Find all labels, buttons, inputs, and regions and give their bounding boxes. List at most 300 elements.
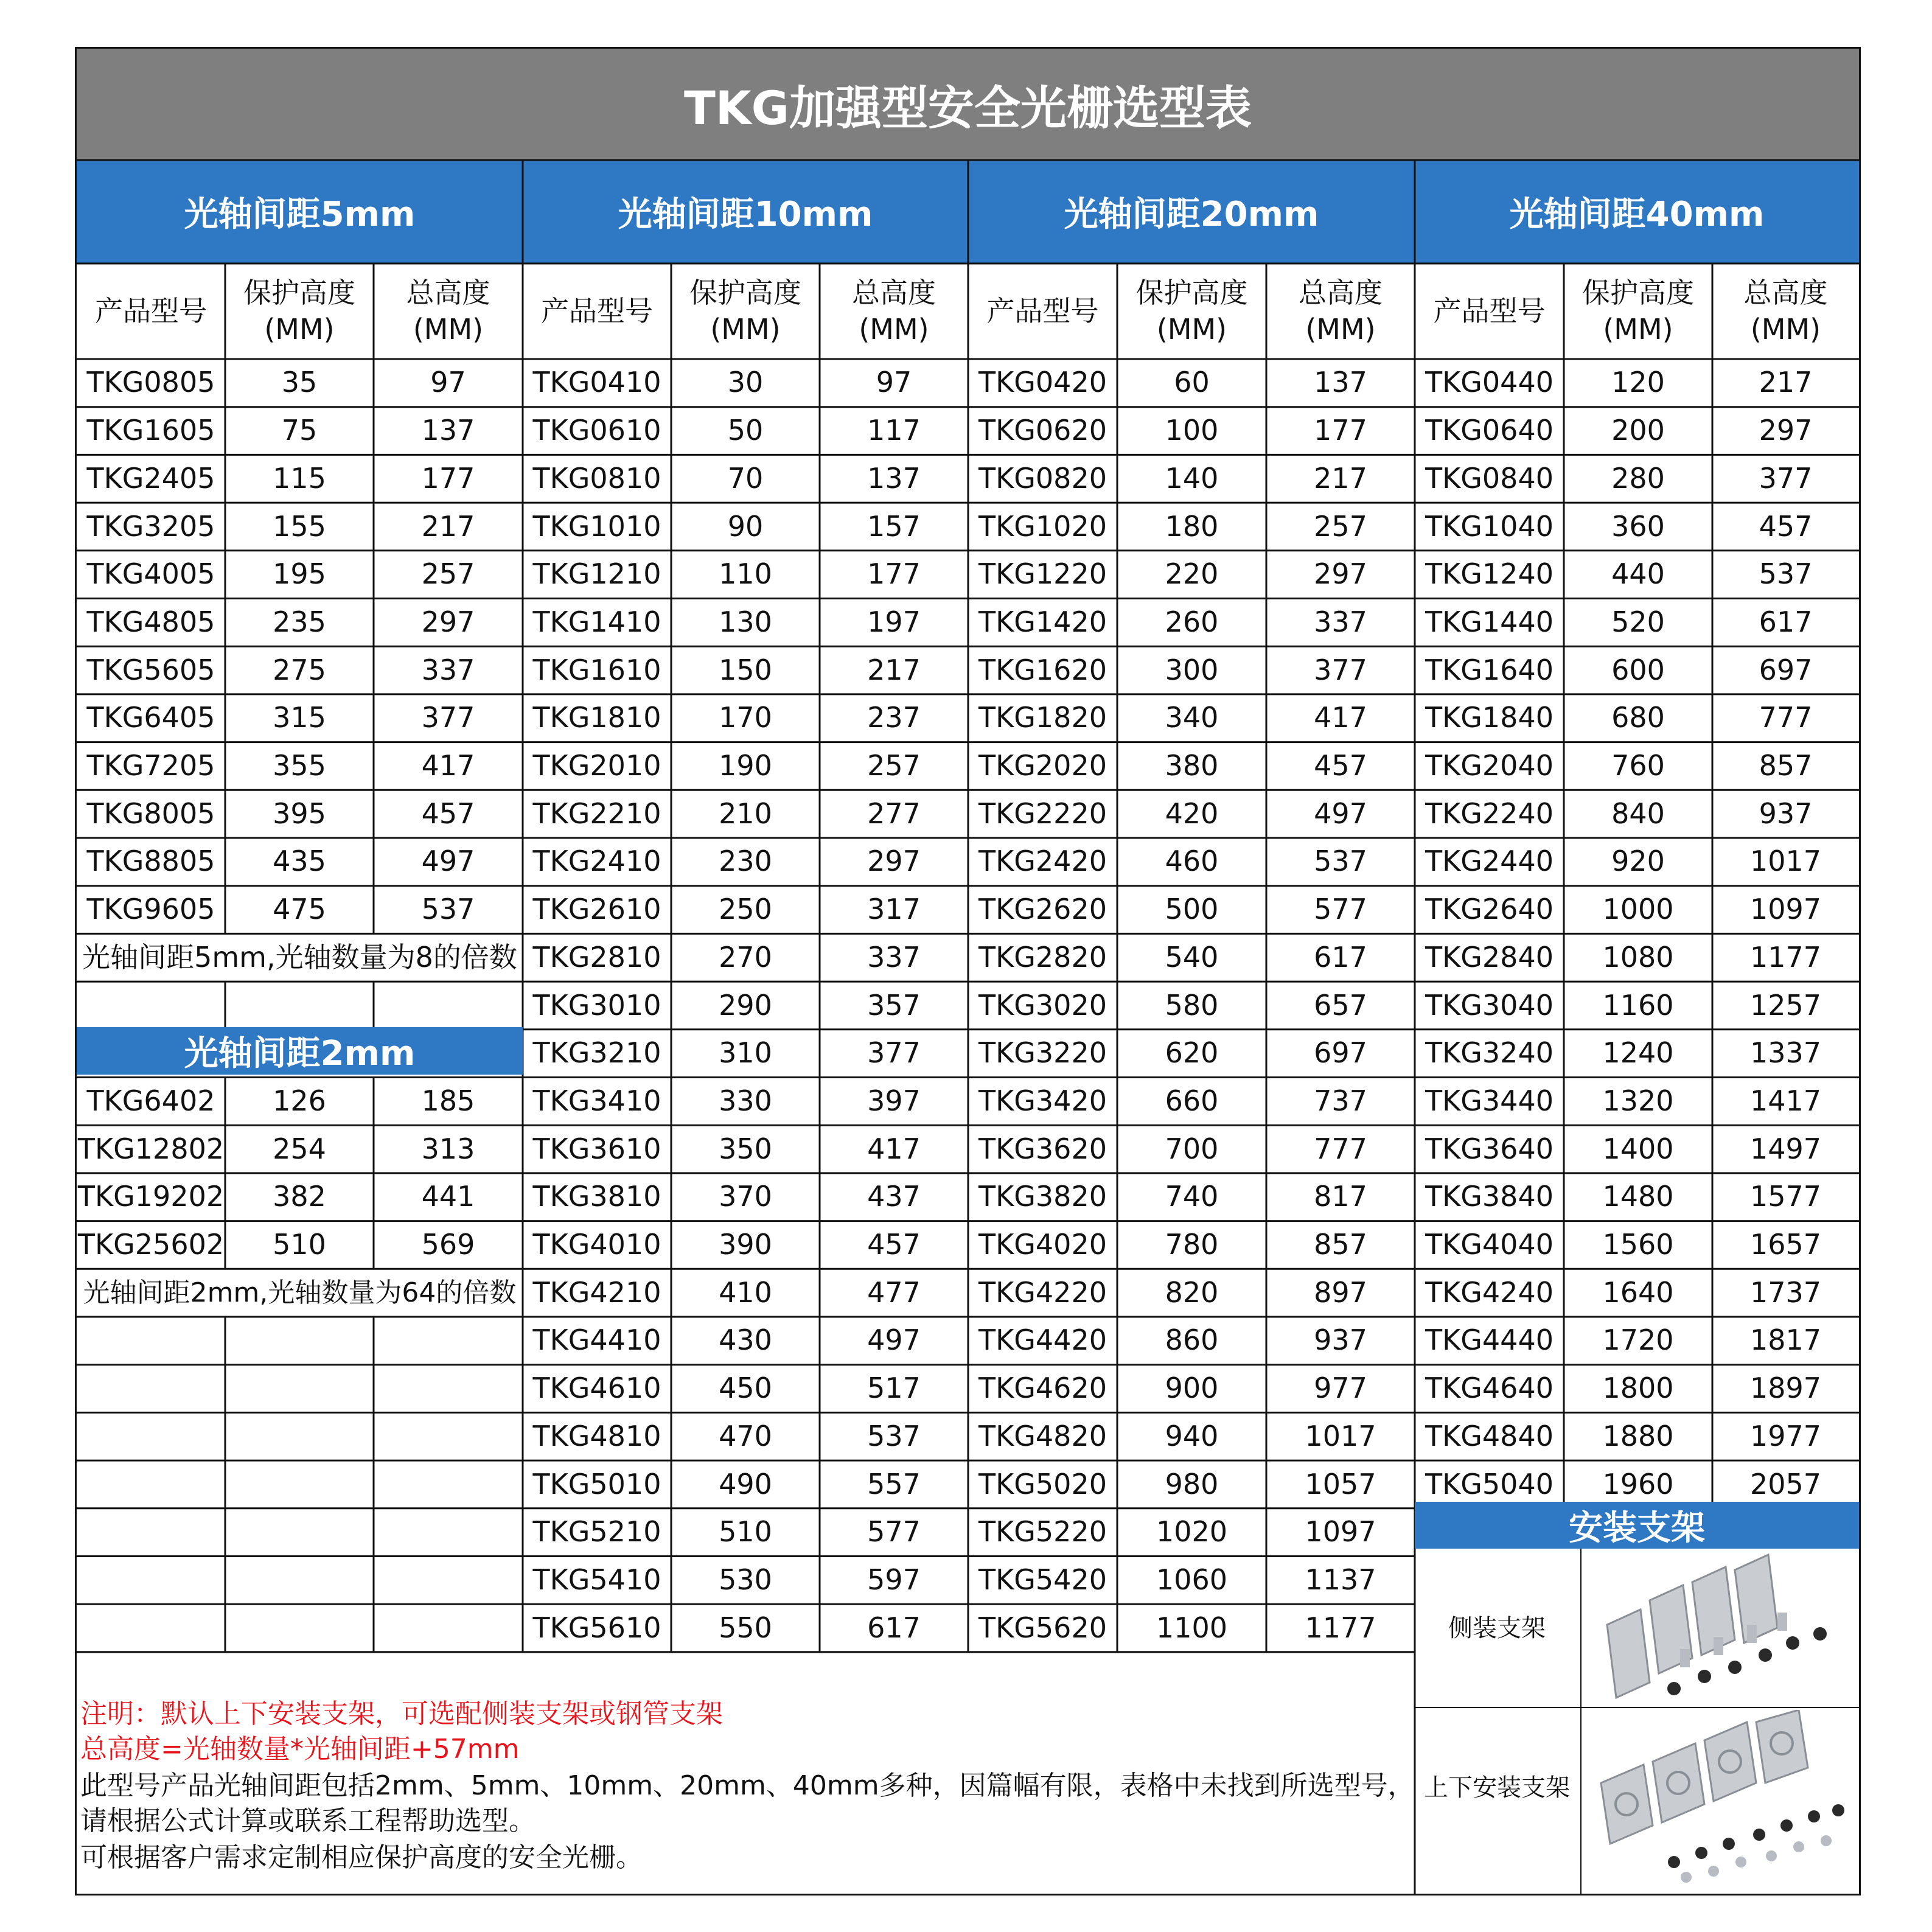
model-cell: TKG1610 <box>532 653 661 686</box>
total-height-cell: 1977 <box>1749 1419 1822 1452</box>
note-default-bracket: 注明：默认上下安装支架，可选配侧装支架或钢管支架 <box>80 1698 723 1729</box>
protect-height-cell: 510 <box>719 1515 772 1549</box>
total-height-cell: 937 <box>1314 1323 1367 1357</box>
model-cell: TKG5220 <box>978 1515 1107 1549</box>
protect-height-cell: 115 <box>273 461 326 495</box>
protect-height-cell: 355 <box>273 749 326 783</box>
model-cell: TKG3820 <box>978 1180 1107 1213</box>
total-height-cell: 377 <box>421 701 475 734</box>
total-height-cell: 177 <box>1314 414 1367 447</box>
model-cell: TKG8805 <box>86 845 215 878</box>
model-cell: TKG0810 <box>532 461 661 495</box>
model-cell: TKG12802 <box>77 1132 225 1165</box>
protect-height-cell: 254 <box>273 1132 326 1165</box>
model-cell: TKG1840 <box>1425 701 1554 734</box>
total-height-cell: 277 <box>867 797 921 830</box>
protect-height-cell: 270 <box>719 940 772 974</box>
protect-height-cell: 860 <box>1165 1323 1219 1357</box>
model-cell: TKG6405 <box>86 701 215 734</box>
total-height-cell: 377 <box>1314 653 1367 686</box>
col-header-protect-height: 保护高度 (MM) <box>689 276 801 346</box>
total-height-cell: 497 <box>867 1323 921 1357</box>
protect-height-cell: 580 <box>1165 988 1219 1022</box>
model-cell: TKG1240 <box>1425 557 1554 591</box>
total-height-cell: 137 <box>867 461 921 495</box>
model-cell: TKG4420 <box>978 1323 1107 1357</box>
col-header-model: 产品型号 <box>1433 294 1546 327</box>
model-cell: TKG0610 <box>532 414 661 447</box>
model-cell: TKG1010 <box>532 509 661 543</box>
model-cell: TKG1040 <box>1425 509 1554 543</box>
protect-height-cell: 490 <box>719 1467 772 1501</box>
total-height-cell: 457 <box>1314 749 1367 783</box>
model-cell: TKG3240 <box>1425 1036 1554 1070</box>
total-height-cell: 441 <box>421 1180 475 1213</box>
model-cell: TKG4805 <box>86 605 215 638</box>
model-cell: TKG3210 <box>532 1036 661 1070</box>
col-header-total-height: 总高度 (MM) <box>852 276 936 346</box>
col-header-model: 产品型号 <box>95 294 207 327</box>
total-height-cell: 197 <box>867 605 921 638</box>
total-height-cell: 777 <box>1314 1132 1367 1165</box>
total-height-cell: 597 <box>867 1563 921 1596</box>
total-height-cell: 417 <box>1314 701 1367 734</box>
total-height-cell: 2057 <box>1749 1467 1822 1501</box>
protect-height-cell: 155 <box>273 509 326 543</box>
model-cell: TKG1210 <box>532 557 661 591</box>
protect-height-cell: 382 <box>273 1180 326 1213</box>
total-height-cell: 317 <box>867 893 921 926</box>
col-header-protect-height: 保护高度 (MM) <box>1582 276 1694 346</box>
model-cell: TKG2010 <box>532 749 661 783</box>
model-cell: TKG2240 <box>1425 797 1554 830</box>
model-cell: TKG4240 <box>1425 1275 1554 1309</box>
total-height-cell: 97 <box>876 366 912 399</box>
total-height-cell: 617 <box>1314 940 1367 974</box>
total-height-cell: 397 <box>867 1084 921 1117</box>
col-header-protect-height: 保护高度 (MM) <box>1135 276 1248 346</box>
page-title: TKG加强型安全光栅选型表 <box>77 49 1859 160</box>
total-height-cell: 217 <box>421 509 475 543</box>
protect-height-cell: 460 <box>1165 845 1219 878</box>
protect-height-cell: 1800 <box>1602 1372 1674 1405</box>
col-header-protect-height: 保护高度 (MM) <box>243 276 355 346</box>
total-height-cell: 1657 <box>1749 1228 1822 1261</box>
selection-table-sheet <box>75 47 1861 1895</box>
total-height-cell: 217 <box>867 653 921 686</box>
protect-height-cell: 440 <box>1611 557 1665 591</box>
protect-height-cell: 310 <box>719 1036 772 1070</box>
model-cell: TKG4020 <box>978 1228 1107 1261</box>
model-cell: TKG2840 <box>1425 940 1554 974</box>
total-height-cell: 137 <box>1314 366 1367 399</box>
protect-height-cell: 435 <box>273 845 326 878</box>
total-height-cell: 457 <box>867 1228 921 1261</box>
model-cell: TKG1020 <box>978 509 1107 543</box>
protect-height-cell: 60 <box>1174 366 1210 399</box>
protect-height-cell: 190 <box>719 749 772 783</box>
protect-height-cell: 1640 <box>1602 1275 1674 1309</box>
spacing-2mm-header: 光轴间距2mm <box>77 1027 523 1075</box>
total-height-cell: 1137 <box>1305 1563 1376 1596</box>
topbottom-bracket-photo <box>1583 1710 1858 1892</box>
total-height-cell: 1577 <box>1749 1180 1822 1213</box>
total-height-cell: 337 <box>867 940 921 974</box>
protect-height-cell: 30 <box>727 366 764 399</box>
total-height-cell: 537 <box>1759 557 1813 591</box>
protect-height-cell: 1720 <box>1602 1323 1674 1357</box>
model-cell: TKG0440 <box>1425 366 1554 399</box>
topbottom-bracket-label: 上下安装支架 <box>1424 1773 1570 1802</box>
total-height-cell: 777 <box>1759 701 1813 734</box>
model-cell: TKG4210 <box>532 1275 661 1309</box>
total-height-cell: 537 <box>867 1419 921 1452</box>
total-height-cell: 477 <box>867 1275 921 1309</box>
bracket-header: 安装支架 <box>1415 1502 1859 1549</box>
protect-height-cell: 1960 <box>1602 1467 1674 1501</box>
model-cell: TKG2405 <box>86 461 215 495</box>
total-height-cell: 257 <box>867 749 921 783</box>
protect-height-cell: 370 <box>719 1180 772 1213</box>
protect-height-cell: 1060 <box>1156 1563 1228 1596</box>
total-height-cell: 257 <box>421 557 475 591</box>
protect-height-cell: 600 <box>1611 653 1665 686</box>
protect-height-cell: 1880 <box>1602 1419 1674 1452</box>
total-height-cell: 617 <box>1759 605 1813 638</box>
protect-height-cell: 210 <box>719 797 772 830</box>
total-height-cell: 697 <box>1759 653 1813 686</box>
protect-height-cell: 90 <box>727 509 764 543</box>
model-cell: TKG2610 <box>532 893 661 926</box>
total-height-cell: 1057 <box>1305 1467 1376 1501</box>
model-cell: TKG0410 <box>532 366 661 399</box>
model-cell: TKG1820 <box>978 701 1107 734</box>
protect-height-cell: 420 <box>1165 797 1219 830</box>
total-height-cell: 217 <box>1759 366 1813 399</box>
protect-height-cell: 540 <box>1165 940 1219 974</box>
protect-height-cell: 450 <box>719 1372 772 1405</box>
model-cell: TKG5605 <box>86 653 215 686</box>
model-cell: TKG1420 <box>978 605 1107 638</box>
protect-height-cell: 840 <box>1611 797 1665 830</box>
total-height-cell: 357 <box>867 988 921 1022</box>
protect-height-cell: 150 <box>719 653 772 686</box>
model-cell: TKG1410 <box>532 605 661 638</box>
model-cell: TKG4840 <box>1425 1419 1554 1452</box>
model-cell: TKG2410 <box>532 845 661 878</box>
model-cell: TKG0840 <box>1425 461 1554 495</box>
protect-height-cell: 500 <box>1165 893 1219 926</box>
total-height-cell: 417 <box>421 749 475 783</box>
total-height-cell: 817 <box>1314 1180 1367 1213</box>
protect-height-cell: 290 <box>719 988 772 1022</box>
protect-height-cell: 680 <box>1611 701 1665 734</box>
protect-height-cell: 35 <box>281 366 318 399</box>
protect-height-cell: 410 <box>719 1275 772 1309</box>
model-cell: TKG0805 <box>86 366 215 399</box>
protect-height-cell: 195 <box>273 557 326 591</box>
model-cell: TKG4220 <box>978 1275 1107 1309</box>
total-height-cell: 897 <box>1314 1275 1367 1309</box>
total-height-cell: 697 <box>1314 1036 1367 1070</box>
model-cell: TKG4620 <box>978 1372 1107 1405</box>
model-cell: TKG1620 <box>978 653 1107 686</box>
protect-height-cell: 200 <box>1611 414 1665 447</box>
total-height-cell: 237 <box>867 701 921 734</box>
total-height-cell: 1257 <box>1749 988 1822 1022</box>
total-height-cell: 937 <box>1759 797 1813 830</box>
protect-height-cell: 170 <box>719 701 772 734</box>
protect-height-cell: 920 <box>1611 845 1665 878</box>
total-height-cell: 1817 <box>1749 1323 1822 1357</box>
protect-height-cell: 1000 <box>1602 893 1674 926</box>
protect-height-cell: 380 <box>1165 749 1219 783</box>
total-height-cell: 437 <box>867 1180 921 1213</box>
model-cell: TKG2220 <box>978 797 1107 830</box>
protect-height-cell: 360 <box>1611 509 1665 543</box>
model-cell: TKG25602 <box>77 1228 225 1261</box>
protect-height-cell: 390 <box>719 1228 772 1261</box>
col-header-model: 产品型号 <box>986 294 1099 327</box>
total-height-cell: 977 <box>1314 1372 1367 1405</box>
spacing-2mm-note: 光轴间距2mm,光轴数量为64的倍数 <box>83 1277 517 1309</box>
note-spacing-options: 此型号产品光轴间距包括2mm、5mm、10mm、20mm、40mm多种，因篇幅有限，表格中未找到所选型号， <box>80 1770 1415 1801</box>
model-cell: TKG1640 <box>1425 653 1554 686</box>
protect-height-cell: 230 <box>719 845 772 878</box>
total-height-cell: 1497 <box>1749 1132 1822 1165</box>
spacing-5mm-note: 光轴间距5mm,光轴数量为8的倍数 <box>82 940 517 974</box>
model-cell: TKG2820 <box>978 940 1107 974</box>
model-cell: TKG0820 <box>978 461 1107 495</box>
total-height-cell: 297 <box>1314 557 1367 591</box>
total-height-cell: 617 <box>867 1611 921 1644</box>
model-cell: TKG3610 <box>532 1132 661 1165</box>
protect-height-cell: 70 <box>727 461 764 495</box>
model-cell: TKG5010 <box>532 1467 661 1501</box>
total-height-cell: 457 <box>1759 509 1813 543</box>
protect-height-cell: 1160 <box>1602 988 1674 1022</box>
protect-height-cell: 1480 <box>1602 1180 1674 1213</box>
model-cell: TKG3020 <box>978 988 1107 1022</box>
protect-height-cell: 550 <box>719 1611 772 1644</box>
total-height-cell: 377 <box>1759 461 1813 495</box>
protect-height-cell: 620 <box>1165 1036 1219 1070</box>
protect-height-cell: 100 <box>1165 414 1219 447</box>
protect-height-cell: 340 <box>1165 701 1219 734</box>
protect-height-cell: 395 <box>273 797 326 830</box>
total-height-cell: 297 <box>867 845 921 878</box>
total-height-cell: 1337 <box>1749 1036 1822 1070</box>
protect-height-cell: 475 <box>273 893 326 926</box>
protect-height-cell: 300 <box>1165 653 1219 686</box>
protect-height-cell: 430 <box>719 1323 772 1357</box>
protect-height-cell: 275 <box>273 653 326 686</box>
protect-height-cell: 330 <box>719 1084 772 1117</box>
protect-height-cell: 740 <box>1165 1180 1219 1213</box>
protect-height-cell: 1100 <box>1156 1611 1228 1644</box>
protect-height-cell: 126 <box>273 1084 326 1117</box>
col-header-total-height: 总高度 (MM) <box>406 276 490 346</box>
model-cell: TKG5610 <box>532 1611 661 1644</box>
protect-height-cell: 470 <box>719 1419 772 1452</box>
total-height-cell: 1417 <box>1749 1084 1822 1117</box>
protect-height-cell: 1080 <box>1602 940 1674 974</box>
col-header-total-height: 总高度 (MM) <box>1299 276 1383 346</box>
model-cell: TKG4410 <box>532 1323 661 1357</box>
protect-height-cell: 1240 <box>1602 1036 1674 1070</box>
model-cell: TKG5040 <box>1425 1467 1554 1501</box>
total-height-cell: 1017 <box>1749 845 1822 878</box>
total-height-cell: 857 <box>1759 749 1813 783</box>
protect-height-cell: 140 <box>1165 461 1219 495</box>
model-cell: TKG2620 <box>978 893 1107 926</box>
model-cell: TKG3840 <box>1425 1180 1554 1213</box>
model-cell: TKG2420 <box>978 845 1107 878</box>
model-cell: TKG0420 <box>978 366 1107 399</box>
protect-height-cell: 1020 <box>1156 1515 1228 1549</box>
model-cell: TKG2040 <box>1425 749 1554 783</box>
model-cell: TKG3810 <box>532 1180 661 1213</box>
protect-height-cell: 50 <box>727 414 764 447</box>
protect-height-cell: 520 <box>1611 605 1665 638</box>
total-height-cell: 117 <box>867 414 921 447</box>
total-height-cell: 657 <box>1314 988 1367 1022</box>
model-cell: TKG1605 <box>86 414 215 447</box>
protect-height-cell: 120 <box>1611 366 1665 399</box>
model-cell: TKG4610 <box>532 1372 661 1405</box>
protect-height-cell: 350 <box>719 1132 772 1165</box>
model-cell: TKG7205 <box>86 749 215 783</box>
group-header-0: 光轴间距5mm <box>77 160 523 263</box>
group-header-1: 光轴间距10mm <box>523 160 968 263</box>
model-cell: TKG5020 <box>978 1467 1107 1501</box>
protect-height-cell: 760 <box>1611 749 1665 783</box>
col-header-total-height: 总高度 (MM) <box>1743 276 1828 346</box>
model-cell: TKG4440 <box>1425 1323 1554 1357</box>
col-header-model: 产品型号 <box>541 294 653 327</box>
model-cell: TKG1810 <box>532 701 661 734</box>
model-cell: TKG1440 <box>1425 605 1554 638</box>
total-height-cell: 257 <box>1314 509 1367 543</box>
total-height-cell: 577 <box>867 1515 921 1549</box>
protect-height-cell: 235 <box>273 605 326 638</box>
model-cell: TKG5620 <box>978 1611 1107 1644</box>
total-height-cell: 1177 <box>1749 940 1822 974</box>
model-cell: TKG3640 <box>1425 1132 1554 1165</box>
total-height-cell: 185 <box>421 1084 475 1117</box>
protect-height-cell: 260 <box>1165 605 1219 638</box>
side-bracket-photo <box>1583 1552 1858 1705</box>
total-height-cell: 1097 <box>1305 1515 1376 1549</box>
total-height-cell: 1897 <box>1749 1372 1822 1405</box>
model-cell: TKG4010 <box>532 1228 661 1261</box>
model-cell: TKG9605 <box>86 893 215 926</box>
protect-height-cell: 1320 <box>1602 1084 1674 1117</box>
total-height-cell: 497 <box>421 845 475 878</box>
total-height-cell: 577 <box>1314 893 1367 926</box>
model-cell: TKG2020 <box>978 749 1107 783</box>
total-height-cell: 569 <box>421 1228 475 1261</box>
model-cell: TKG5210 <box>532 1515 661 1549</box>
total-height-cell: 457 <box>421 797 475 830</box>
note-total-height-formula: 总高度=光轴数量*光轴间距+57mm <box>80 1734 520 1765</box>
total-height-cell: 517 <box>867 1372 921 1405</box>
model-cell: TKG1220 <box>978 557 1107 591</box>
model-cell: TKG3205 <box>86 509 215 543</box>
model-cell: TKG2210 <box>532 797 661 830</box>
model-cell: TKG3010 <box>532 988 661 1022</box>
model-cell: TKG2440 <box>1425 845 1554 878</box>
model-cell: TKG2810 <box>532 940 661 974</box>
protect-height-cell: 75 <box>281 414 318 447</box>
protect-height-cell: 1400 <box>1602 1132 1674 1165</box>
total-height-cell: 177 <box>421 461 475 495</box>
model-cell: TKG3440 <box>1425 1084 1554 1117</box>
total-height-cell: 497 <box>1314 797 1367 830</box>
total-height-cell: 297 <box>421 605 475 638</box>
model-cell: TKG8005 <box>86 797 215 830</box>
protect-height-cell: 110 <box>719 557 772 591</box>
model-cell: TKG3620 <box>978 1132 1107 1165</box>
protect-height-cell: 1560 <box>1602 1228 1674 1261</box>
protect-height-cell: 900 <box>1165 1372 1219 1405</box>
total-height-cell: 97 <box>430 366 466 399</box>
side-bracket-label: 侧装支架 <box>1448 1614 1546 1642</box>
total-height-cell: 177 <box>867 557 921 591</box>
protect-height-cell: 250 <box>719 893 772 926</box>
total-height-cell: 1097 <box>1749 893 1822 926</box>
model-cell: TKG6402 <box>86 1084 215 1117</box>
total-height-cell: 417 <box>867 1132 921 1165</box>
group-header-3: 光轴间距40mm <box>1415 160 1859 263</box>
model-cell: TKG2640 <box>1425 893 1554 926</box>
model-cell: TKG4810 <box>532 1419 661 1452</box>
protect-height-cell: 980 <box>1165 1467 1219 1501</box>
total-height-cell: 377 <box>867 1036 921 1070</box>
protect-height-cell: 315 <box>273 701 326 734</box>
total-height-cell: 297 <box>1759 414 1813 447</box>
model-cell: TKG3410 <box>532 1084 661 1117</box>
total-height-cell: 157 <box>867 509 921 543</box>
model-cell: TKG3220 <box>978 1036 1107 1070</box>
model-cell: TKG19202 <box>77 1180 225 1213</box>
protect-height-cell: 220 <box>1165 557 1219 591</box>
protect-height-cell: 940 <box>1165 1419 1219 1452</box>
total-height-cell: 337 <box>421 653 475 686</box>
model-cell: TKG4005 <box>86 557 215 591</box>
protect-height-cell: 530 <box>719 1563 772 1596</box>
protect-height-cell: 780 <box>1165 1228 1219 1261</box>
model-cell: TKG0640 <box>1425 414 1554 447</box>
protect-height-cell: 180 <box>1165 509 1219 543</box>
total-height-cell: 737 <box>1314 1084 1367 1117</box>
model-cell: TKG3420 <box>978 1084 1107 1117</box>
total-height-cell: 857 <box>1314 1228 1367 1261</box>
total-height-cell: 337 <box>1314 605 1367 638</box>
total-height-cell: 557 <box>867 1467 921 1501</box>
protect-height-cell: 820 <box>1165 1275 1219 1309</box>
model-cell: TKG4640 <box>1425 1372 1554 1405</box>
protect-height-cell: 510 <box>273 1228 326 1261</box>
total-height-cell: 137 <box>421 414 475 447</box>
model-cell: TKG0620 <box>978 414 1107 447</box>
total-height-cell: 313 <box>421 1132 475 1165</box>
total-height-cell: 537 <box>421 893 475 926</box>
model-cell: TKG3040 <box>1425 988 1554 1022</box>
total-height-cell: 1177 <box>1305 1611 1376 1644</box>
protect-height-cell: 700 <box>1165 1132 1219 1165</box>
protect-height-cell: 130 <box>719 605 772 638</box>
